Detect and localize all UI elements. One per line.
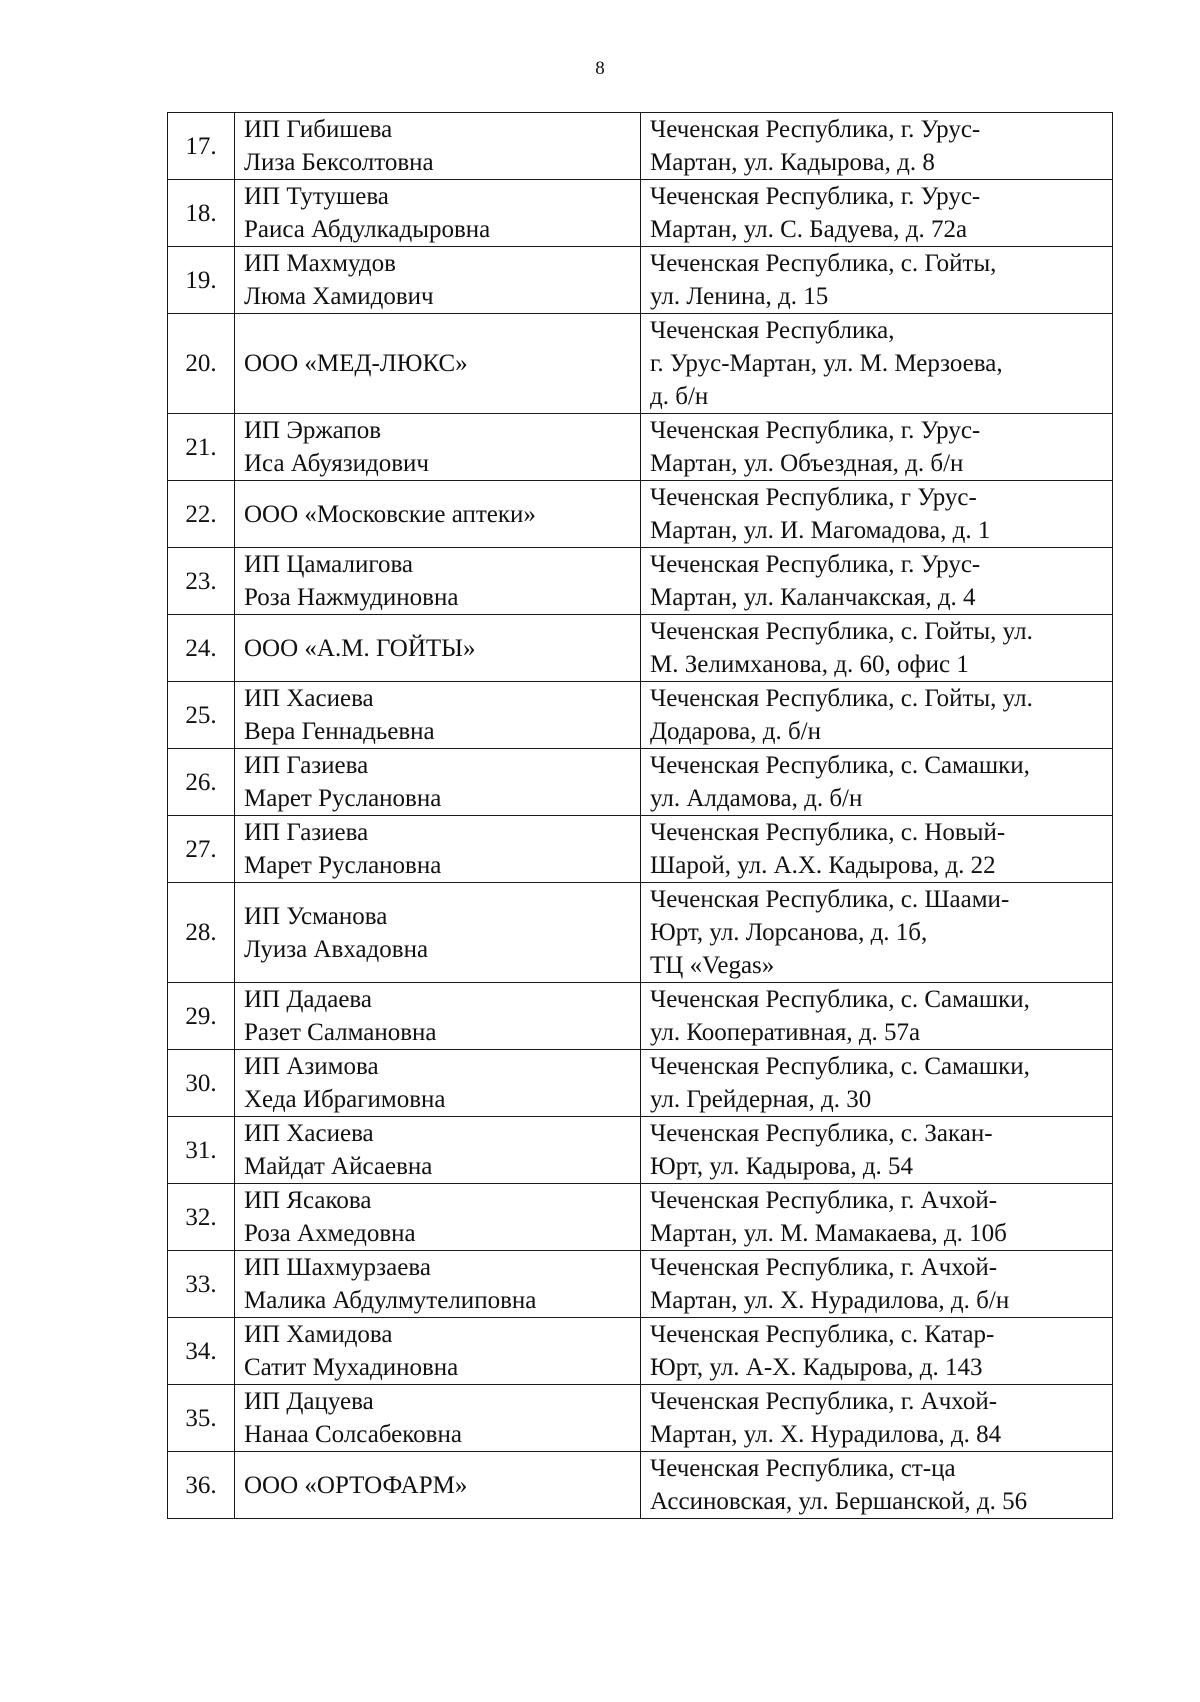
address-line: ул. Алдамова, д. б/н [650, 785, 863, 812]
organization-name-line: ИП Газиева [244, 752, 369, 779]
row-number: 21. [168, 414, 235, 481]
address-line: Мартан, ул. Каланчакская, д. 4 [650, 584, 976, 611]
organization-name-line: Разет Салмановна [244, 1019, 437, 1046]
address-line: Чеченская Республика, с. Самашки, [650, 986, 1030, 1013]
organization-name-cell [235, 548, 641, 615]
table-row [168, 1385, 1113, 1452]
address-cell [641, 983, 1113, 1050]
address-line: Чеченская Республика, г. Урус- [650, 551, 981, 578]
organization-name-line: ИП Цамалигова [244, 551, 414, 578]
address-cell [641, 247, 1113, 314]
organization-name-cell [235, 1184, 641, 1251]
address-line: Чеченская Республика, с. Новый- [650, 819, 1006, 846]
row-number: 25. [168, 682, 235, 749]
table-row [168, 1184, 1113, 1251]
organization-name-line: Иса Абуязидович [244, 450, 429, 477]
organization-name-line: Сатит Мухадиновна [244, 1354, 459, 1381]
table-row [168, 180, 1113, 247]
organization-name-line: ИП Усманова [244, 902, 388, 930]
address-line: Чеченская Республика, с. Шаами- [650, 886, 1010, 913]
address-line: Чеченская Республика, ст-ца [650, 1455, 956, 1482]
address-line: Ассиновская, ул. Бершанской, д. 56 [650, 1488, 1028, 1515]
address-cell [641, 414, 1113, 481]
address-line: Мартан, ул. Объездная, д. б/н [650, 450, 964, 477]
address-line: Чеченская Республика, с. Гойты, ул. [650, 618, 1033, 645]
address-line: Чеченская Республика, г. Урус- [650, 417, 981, 444]
address-line: Чеченская Республика, с. Самашки, [650, 752, 1030, 779]
address-line: Мартан, ул. Х. Нурадилова, д. 84 [650, 1421, 1002, 1448]
table-row [168, 1117, 1113, 1184]
address-line: Мартан, ул. М. Мамакаева, д. 10б [650, 1220, 1007, 1247]
page-number: 8 [595, 58, 605, 79]
address-line: Чеченская Республика, г. Ачхой- [650, 1187, 998, 1214]
table-row [168, 1318, 1113, 1385]
address-line: Шарой, ул. А.Х. Кадырова, д. 22 [650, 852, 996, 879]
table-row [168, 615, 1113, 682]
organization-name-cell [235, 1050, 641, 1117]
organization-name-line: Марет Руслановна [244, 852, 442, 879]
organization-name-cell [235, 1385, 641, 1452]
table-row [168, 548, 1113, 615]
address-line: Чеченская Республика, с. Самашки, [650, 1053, 1030, 1080]
table-row [168, 1251, 1113, 1318]
table-row [168, 749, 1113, 816]
organization-name-line: Лиза Бексолтовна [244, 149, 434, 176]
address-line: Чеченская Республика, с. Закан- [650, 1120, 993, 1147]
registry-table-body [168, 113, 1113, 1519]
row-number: 35. [168, 1385, 235, 1452]
address-cell [641, 1385, 1113, 1452]
organization-name-line: Луиза Авхадовна [244, 935, 429, 963]
organization-name-line: Хеда Ибрагимовна [244, 1086, 446, 1113]
address-line: Додарова, д. б/н [650, 718, 821, 745]
table-row [168, 314, 1113, 414]
organization-name-cell [235, 1117, 641, 1184]
organization-name-line: ИП Дадаева [244, 986, 372, 1013]
row-number: 19. [168, 247, 235, 314]
address-cell [641, 314, 1113, 414]
organization-name-line: ИП Хасиева [244, 685, 374, 712]
address-line: ул. Ленина, д. 15 [650, 283, 829, 310]
row-number: 18. [168, 180, 235, 247]
organization-name-line: ИП Хамидова [244, 1321, 393, 1348]
organization-name-cell [235, 816, 641, 883]
organization-name-line: Вера Геннадьевна [244, 718, 435, 745]
address-line: Чеченская Республика, г Урус- [650, 484, 977, 511]
organization-name-line: ООО «А.М. ГОЙТЫ» [244, 634, 476, 662]
table-row [168, 883, 1113, 983]
address-cell [641, 1184, 1113, 1251]
organization-name-cell [235, 247, 641, 314]
organization-name-cell [235, 180, 641, 247]
address-line: ТЦ «Vegas» [650, 952, 775, 979]
organization-name-line: ИП Ясакова [244, 1187, 372, 1214]
organization-name-cell [235, 1452, 641, 1519]
organization-name-cell [235, 1251, 641, 1318]
address-line: Мартан, ул. С. Бадуева, д. 72а [650, 216, 968, 243]
organization-name-line: Люма Хамидович [244, 283, 434, 310]
organization-name-line: Майдат Айсаевна [244, 1153, 433, 1180]
table-row [168, 983, 1113, 1050]
address-line: Юрт, ул. А-Х. Кадырова, д. 143 [650, 1354, 983, 1381]
organization-name-line: ИП Эржапов [244, 417, 382, 444]
row-number: 28. [168, 883, 235, 983]
organization-name-cell [235, 414, 641, 481]
table-row [168, 113, 1113, 180]
address-line: Юрт, ул. Лорсанова, д. 1б, [650, 919, 928, 946]
organization-name-cell [235, 682, 641, 749]
address-line: ул. Грейдерная, д. 30 [650, 1086, 872, 1113]
address-line: Чеченская Республика, г. Урус- [650, 116, 981, 143]
table-row [168, 682, 1113, 749]
address-line: Чеченская Республика, с. Катар- [650, 1321, 995, 1348]
address-cell [641, 682, 1113, 749]
address-cell [641, 548, 1113, 615]
table-row [168, 247, 1113, 314]
address-line: Чеченская Республика, с. Гойты, [650, 250, 997, 277]
organization-name-line: ИП Хасиева [244, 1120, 374, 1147]
organization-name-line: ООО «МЕД-ЛЮКС» [244, 350, 468, 377]
organization-name-line: Малика Абдулмутелиповна [244, 1287, 537, 1314]
address-line: Чеченская Республика, [650, 317, 895, 344]
row-number: 30. [168, 1050, 235, 1117]
table-row [168, 1452, 1113, 1519]
organization-name-line: ООО «ОРТОФАРМ» [244, 1471, 468, 1499]
address-cell [641, 816, 1113, 883]
address-line: Мартан, ул. Х. Нурадилова, д. б/н [650, 1287, 1010, 1314]
organization-name-line: ИП Тутушева [244, 183, 389, 210]
organization-name-line: Раиса Абдулкадыровна [244, 216, 491, 243]
organization-name-cell [235, 615, 641, 682]
row-number: 17. [168, 113, 235, 180]
table-row [168, 414, 1113, 481]
row-number: 20. [168, 314, 235, 414]
row-number: 27. [168, 816, 235, 883]
organization-name-line: ИП Азимова [244, 1053, 379, 1080]
organization-name-line: ИП Махмудов [244, 250, 396, 277]
row-number: 36. [168, 1452, 235, 1519]
address-line: М. Зелимханова, д. 60, офис 1 [650, 651, 969, 678]
organization-name-cell [235, 983, 641, 1050]
organization-name-line: Нанаа Солсабековна [244, 1421, 462, 1448]
organization-name-cell [235, 1318, 641, 1385]
organization-name-line: Роза Нажмудиновна [244, 584, 459, 611]
row-number: 33. [168, 1251, 235, 1318]
row-number: 31. [168, 1117, 235, 1184]
address-line: Юрт, ул. Кадырова, д. 54 [650, 1153, 914, 1180]
address-line: ул. Кооперативная, д. 57а [650, 1019, 921, 1046]
address-line: Мартан, ул. И. Магомадова, д. 1 [650, 517, 991, 544]
organization-name-cell [235, 749, 641, 816]
address-cell [641, 180, 1113, 247]
address-line: Чеченская Республика, г. Ачхой- [650, 1254, 998, 1281]
address-line: г. Урус-Мартан, ул. М. Мерзоева, [650, 350, 1003, 377]
address-line: Мартан, ул. Кадырова, д. 8 [650, 149, 935, 176]
address-cell [641, 883, 1113, 983]
organization-name-line: ИП Гибишева [244, 116, 393, 143]
address-cell [641, 1050, 1113, 1117]
organization-name-line: ИП Дацуева [244, 1388, 374, 1415]
address-cell [641, 1452, 1113, 1519]
row-number: 23. [168, 548, 235, 615]
organization-name-line: Марет Руслановна [244, 785, 442, 812]
address-cell [641, 1251, 1113, 1318]
address-cell [641, 1318, 1113, 1385]
address-cell [641, 113, 1113, 180]
row-number: 34. [168, 1318, 235, 1385]
organization-name-cell [235, 113, 641, 180]
address-line: Чеченская Республика, с. Гойты, ул. [650, 685, 1033, 712]
row-number: 32. [168, 1184, 235, 1251]
address-cell [641, 1117, 1113, 1184]
organization-name-line: Роза Ахмедовна [244, 1220, 416, 1247]
row-number: 24. [168, 615, 235, 682]
registry-table [167, 112, 1113, 1519]
organization-name-line: ИП Шахмурзаева [244, 1254, 431, 1281]
row-number: 29. [168, 983, 235, 1050]
organization-name-cell [235, 481, 641, 548]
organization-name-line: ИП Газиева [244, 819, 369, 846]
address-cell [641, 749, 1113, 816]
address-line: д. б/н [650, 383, 709, 410]
organization-name-cell [235, 883, 641, 983]
table-row [168, 1050, 1113, 1117]
row-number: 26. [168, 749, 235, 816]
address-line: Чеченская Республика, г. Урус- [650, 183, 981, 210]
organization-name-cell [235, 314, 641, 414]
address-cell [641, 481, 1113, 548]
table-row [168, 481, 1113, 548]
row-number: 22. [168, 481, 235, 548]
organization-name-line: ООО «Московские аптеки» [244, 500, 536, 528]
address-cell [641, 615, 1113, 682]
address-line: Чеченская Республика, г. Ачхой- [650, 1388, 998, 1415]
table-row [168, 816, 1113, 883]
